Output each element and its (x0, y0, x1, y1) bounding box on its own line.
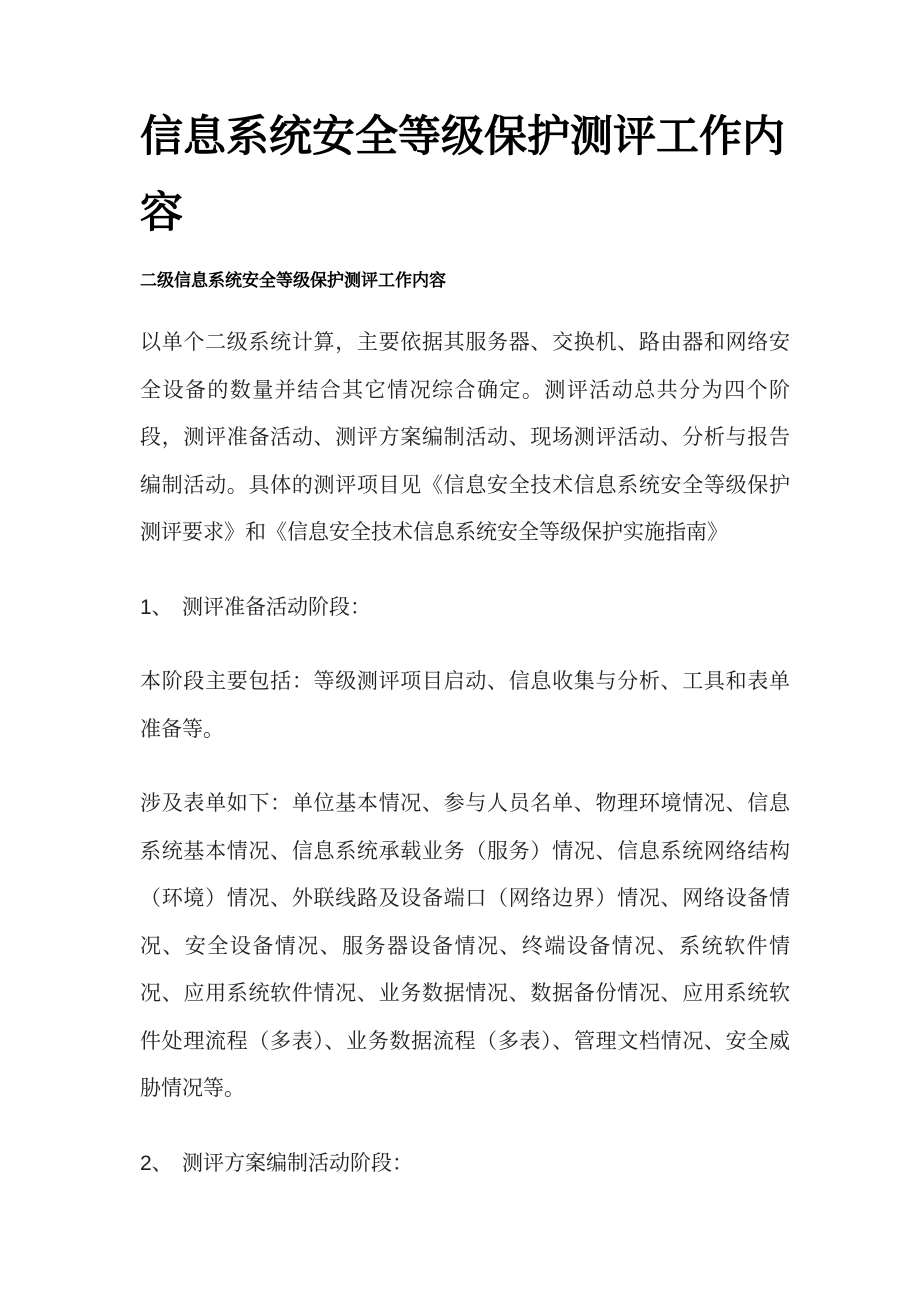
page-title: 信息系统安全等级保护测评工作内容 (140, 114, 785, 237)
list-item-2-number: 2、 (140, 1151, 173, 1175)
paragraph-overview: 以单个二级系统计算，主要依据其服务器、交换机、路由器和网络安全设备的数量并结合其它情况综合确定。测评活动总共分为四个阶段，测评准备活动、测评方案编制活动、现场测评活动、分析与报告编制活动。具体的测评项目见《信息安全技术信息系统安全等级保护测评要求》和《信息安全技术信息系统安全等级保护实施指南》 (140, 331, 790, 544)
paragraph-stage1-forms: 涉及表单如下：单位基本情况、参与人员名单、物理环境情况、信息系统基本情况、信息系统承载业务（服务）情况、信息系统网络结构（环境）情况、外联线路及设备端口（网络边界）情况、网络设备情况、安全设备情况、服务器设备情况、终端设备情况、系统软件情况、应用系统软件情况、业务数据情况、数据备份情况、应用系统软件处理流程（多表）、业务数据流程（多表）、管理文档情况、安全威胁情况等。 (140, 792, 790, 1100)
list-item-1 (140, 584, 790, 632)
list-item-1-number: 1、 (140, 595, 173, 619)
list-item-2 (140, 1140, 790, 1188)
list-item-1-label: 测评准备活动阶段： (182, 595, 371, 619)
paragraph-stage1-scope: 本阶段主要包括：等级测评项目启动、信息收集与分析、工具和表单准备等。 (140, 670, 790, 741)
list-item-2-label: 测评方案编制活动阶段： (182, 1151, 413, 1175)
section-subtitle: 二级信息系统安全等级保护测评工作内容 (140, 271, 446, 290)
